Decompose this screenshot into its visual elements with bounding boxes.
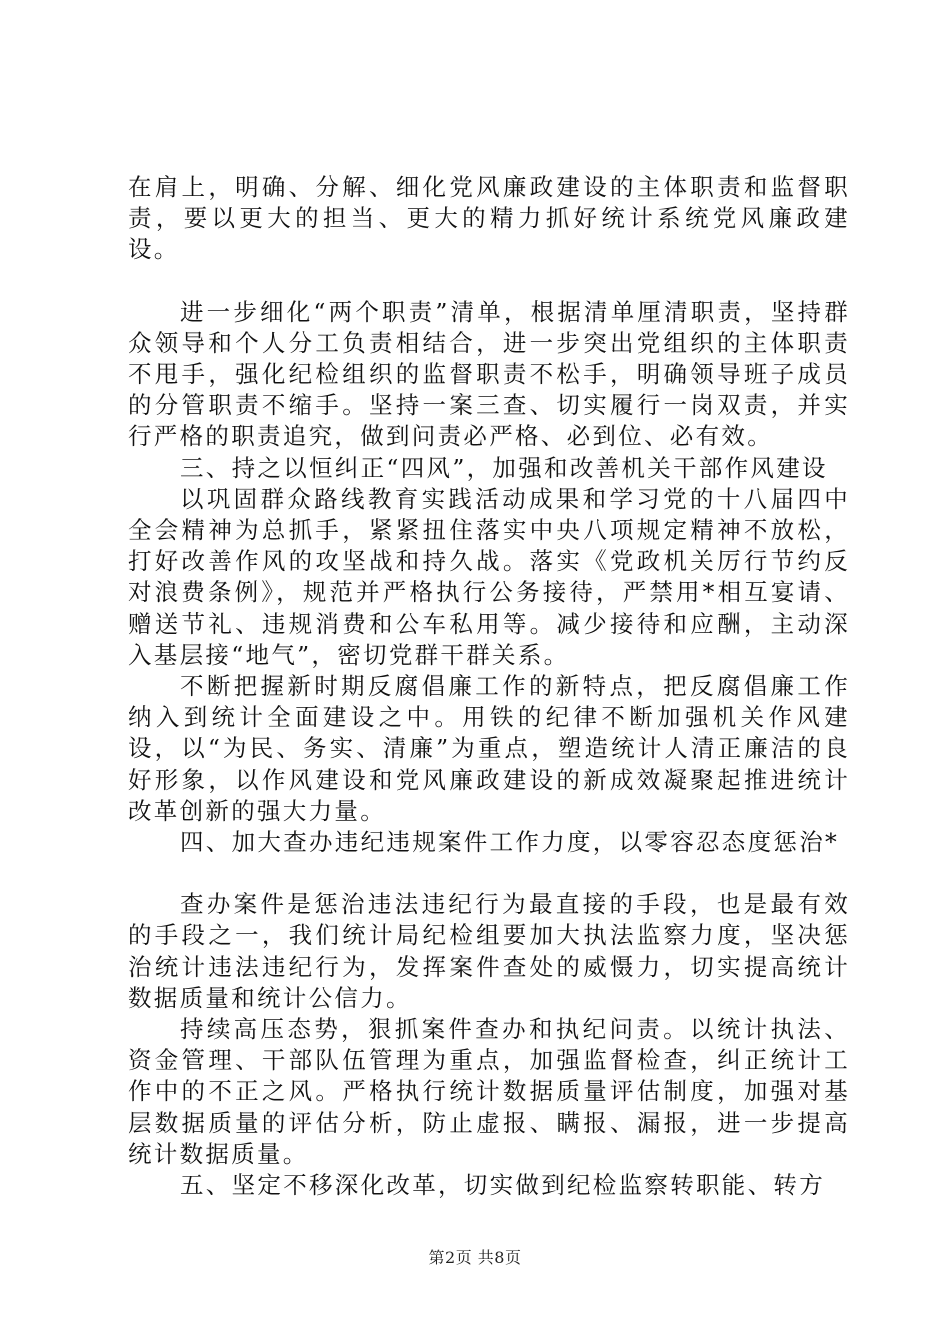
section-heading-four: 四、加大查办违纪违规案件工作力度，以零容忍态度惩治* (180, 828, 840, 857)
paragraph-work-style: 以巩固群众路线教育实践活动成果和学习党的十八届四中全会精神为总抓手，紧紧扭住落实中央八项规定精神不放松，打好改善作风的攻坚战和持久战。落实《党政机关厉行节约反对浪费条例》，规范并严格执行公务接待，严禁用*相互宴请、赠送节礼、违规消费和公车私用等。减少接待和应酬，主动深入基层接“地气”，密切党群干群关系。 (128, 484, 850, 669)
document-body (128, 172, 850, 1201)
paragraph-high-pressure: 持续高压态势，狠抓案件查办和执纪问责。以统计执法、资金管理、干部队伍管理为重点，加强监督检查，纠正统计工作中的不正之风。严格执行统计数据质量评估制度，加强对基层数据质量的评估分析，防止虚报、瞒报、漏报，进一步提高统计数据质量。 (128, 1015, 850, 1168)
section-heading-five: 五、坚定不移深化改革，切实做到纪检监察转职能、转方 (180, 1171, 825, 1200)
paragraph-anti-corruption: 不断把握新时期反腐倡廉工作的新特点，把反腐倡廉工作纳入到统计全面建设之中。用铁的纪律不断加强机关作风建设，以“为民、务实、清廉”为重点，塑造统计人清正廉洁的良好形象，以作风建设和党风廉政建设的新成效凝聚起推进统计改革创新的强大力量。 (128, 672, 850, 825)
page-number-footer: 第2页 共8页 (428, 1248, 522, 1267)
section-heading-three: 三、持之以恒纠正“四风”，加强和改善机关干部作风建设 (180, 453, 828, 482)
paragraph-two-duties: 进一步细化“两个职责”清单，根据清单厘清职责，坚持群众领导和个人分工负责相结合，进一步突出党组织的主体职责不甩手，强化纪检组织的监督职责不松手，明确领导班子成员的分管职责不缩手。坚持一案三查、切实履行一岗双责，并实行严格的职责追究，做到问责必严格、必到位、必有效。 (128, 297, 850, 451)
paragraph-continuation: 在肩上，明确、分解、细化党风廉政建设的主体职责和监督职责，要以更大的担当、更大的精力抓好统计系统党风廉政建设。 (128, 173, 850, 264)
paragraph-case-handling: 查办案件是惩治违法违纪行为最直接的手段，也是最有效的手段之一，我们统计局纪检组要加大执法监察力度，坚决惩治统计违法违纪行为，发挥案件查处的威慑力，切实提高统计数据质量和统计公信力。 (128, 890, 850, 1012)
